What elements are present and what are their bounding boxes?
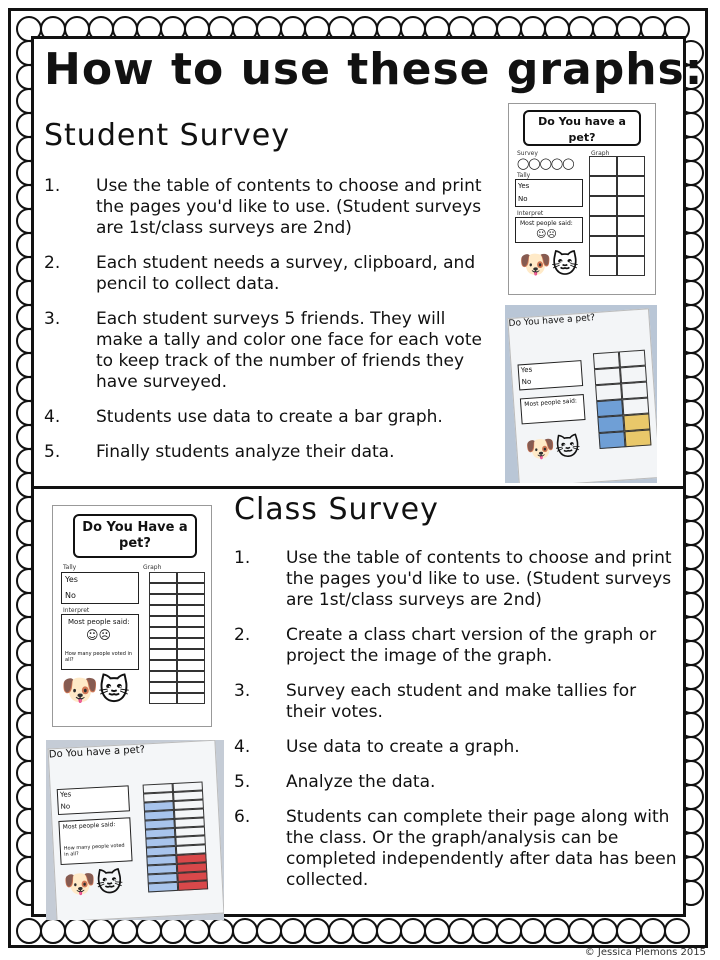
class-photo-how-many: How many people voted in all? bbox=[63, 842, 125, 858]
graph-cell bbox=[617, 176, 645, 196]
no-label: No bbox=[518, 195, 528, 203]
graph-cell bbox=[589, 156, 617, 176]
graph-cell bbox=[149, 682, 177, 693]
graph-cell bbox=[589, 256, 617, 276]
step-item bbox=[44, 253, 494, 295]
graph-cell bbox=[149, 605, 177, 616]
graph-cell bbox=[149, 627, 177, 638]
yes-label: Yes bbox=[518, 182, 530, 190]
graph-cell bbox=[177, 638, 205, 649]
graph-cell bbox=[177, 649, 205, 660]
step-number: 4. bbox=[234, 737, 251, 757]
graph-cell bbox=[617, 236, 645, 256]
photo-no-label: No bbox=[521, 377, 532, 387]
class-worksheet-photo bbox=[46, 740, 224, 920]
step-number: 5. bbox=[44, 442, 61, 462]
step-item bbox=[44, 309, 494, 393]
faces-icon: ☺☹ bbox=[536, 229, 557, 240]
graph-cell bbox=[617, 216, 645, 236]
graph-cell bbox=[177, 682, 205, 693]
student-worksheet-photo bbox=[505, 305, 657, 483]
step-text: Use the table of contents to choose and print the pages you'd like to use. (Student surveys are 1st/class surveys are 2nd) bbox=[96, 176, 482, 238]
graph-cell bbox=[177, 627, 205, 638]
step-text: Use data to create a graph. bbox=[286, 737, 520, 757]
step-number: 2. bbox=[44, 253, 61, 273]
step-number: 2. bbox=[234, 625, 251, 645]
step-number: 6. bbox=[234, 807, 251, 827]
photo-most-people-said: Most people said: bbox=[524, 397, 578, 409]
graph-cell bbox=[619, 350, 646, 368]
graph-cell bbox=[596, 399, 623, 417]
graph-cell bbox=[149, 572, 177, 583]
graph-cell bbox=[593, 351, 620, 369]
step-number: 3. bbox=[44, 309, 61, 329]
graph-cell bbox=[622, 398, 649, 416]
step-item bbox=[234, 625, 679, 667]
step-text: Students can complete their page along with the class. Or the graph/analysis can be completed independently after data has been collected. bbox=[286, 807, 677, 890]
graph-cell bbox=[598, 431, 625, 449]
graph-cell bbox=[148, 882, 178, 893]
step-text: Use the table of contents to choose and print the pages you'd like to use. (Student surveys are 1st/class surveys are 2nd) bbox=[286, 548, 672, 610]
graph-cell bbox=[589, 216, 617, 236]
step-item bbox=[44, 407, 494, 428]
graph-cell bbox=[620, 366, 647, 384]
student-worksheet-thumbnail bbox=[508, 103, 656, 295]
section-divider bbox=[31, 486, 686, 489]
class-most-people-said: Most people said: bbox=[68, 618, 130, 626]
step-item bbox=[234, 681, 679, 723]
graph-cell bbox=[149, 693, 177, 704]
graph-cell bbox=[595, 383, 622, 401]
worksheet-title: Do You have a pet? bbox=[523, 110, 641, 146]
step-text: Each student surveys 5 friends. They will make a tally and color one face for each vote to keep track of the number of friends they have surveyed. bbox=[96, 309, 482, 392]
photo-worksheet-title: Do You have a pet? bbox=[508, 313, 596, 330]
class-faces-icon: ☺☹ bbox=[86, 628, 112, 642]
graph-cell bbox=[177, 616, 205, 627]
step-item bbox=[44, 442, 494, 463]
graph-cell bbox=[177, 572, 205, 583]
pets-illustration-icon: 🐶🐱 bbox=[519, 250, 579, 280]
step-item bbox=[234, 737, 679, 758]
step-item bbox=[44, 176, 494, 239]
step-text: Each student needs a survey, clipboard, and pencil to collect data. bbox=[96, 253, 476, 294]
graph-cell bbox=[177, 583, 205, 594]
step-text: Create a class chart version of the graph or project the image of the graph. bbox=[286, 625, 657, 666]
graph-label: Graph bbox=[591, 150, 610, 157]
class-photo-title: Do You have a pet? bbox=[48, 744, 146, 761]
graph-cell bbox=[149, 594, 177, 605]
photo-interpret-box bbox=[520, 394, 586, 424]
graph-cell bbox=[623, 413, 650, 431]
step-number: 1. bbox=[44, 176, 61, 196]
graph-cell bbox=[177, 693, 205, 704]
class-interpret-box bbox=[61, 614, 139, 670]
graph-cell bbox=[149, 638, 177, 649]
class-survey-steps bbox=[234, 548, 679, 905]
tally-box bbox=[515, 179, 583, 207]
interpret-box bbox=[515, 217, 583, 243]
graph-cell bbox=[589, 176, 617, 196]
class-tally-box bbox=[61, 572, 139, 604]
survey-label: Survey bbox=[517, 150, 538, 157]
graph-cell bbox=[617, 256, 645, 276]
step-item bbox=[234, 807, 679, 891]
class-photo-interpret-box bbox=[58, 817, 132, 865]
graph-cell bbox=[177, 671, 205, 682]
class-worksheet-thumbnail bbox=[52, 505, 212, 727]
class-photo-most-people-said: Most people said: bbox=[62, 821, 116, 831]
graph-cell bbox=[624, 429, 651, 447]
class-yes-label: Yes bbox=[65, 575, 78, 584]
graph-cell bbox=[149, 671, 177, 682]
step-number: 5. bbox=[234, 772, 251, 792]
class-interpret-label: Interpret bbox=[63, 607, 90, 614]
student-survey-steps bbox=[44, 176, 494, 477]
graph-cell bbox=[149, 649, 177, 660]
class-no-label: No bbox=[65, 591, 76, 600]
step-number: 1. bbox=[234, 548, 251, 568]
class-tally-label: Tally bbox=[63, 564, 77, 571]
graph-cell bbox=[597, 415, 624, 433]
interpret-label: Interpret bbox=[517, 210, 544, 217]
survey-faces: ◯◯◯◯◯ bbox=[517, 157, 574, 170]
class-photo-tally-box bbox=[57, 785, 130, 815]
step-item bbox=[234, 548, 679, 611]
class-how-many: How many people voted in all? bbox=[65, 651, 133, 663]
graph-cell bbox=[177, 605, 205, 616]
graph-cell bbox=[149, 616, 177, 627]
student-survey-title: Student Survey bbox=[44, 118, 290, 153]
photo-yes-label: Yes bbox=[520, 365, 533, 375]
graph-cell bbox=[177, 660, 205, 671]
step-number: 3. bbox=[234, 681, 251, 701]
class-pets-icon: 🐶🐱 bbox=[61, 673, 130, 708]
graph-cell bbox=[149, 583, 177, 594]
copyright: © Jessica Plemons 2015 bbox=[584, 947, 706, 958]
step-text: Survey each student and make tallies for their votes. bbox=[286, 681, 637, 722]
page-title: How to use these graphs: bbox=[44, 44, 704, 95]
class-worksheet-title: Do You Have a pet? bbox=[73, 514, 197, 558]
graph-cell bbox=[178, 880, 208, 891]
class-survey-title: Class Survey bbox=[234, 492, 439, 527]
graph-cell bbox=[617, 196, 645, 216]
step-text: Analyze the data. bbox=[286, 772, 436, 792]
photo-tally-box bbox=[518, 360, 584, 390]
graph-cell bbox=[589, 196, 617, 216]
tally-label: Tally bbox=[517, 172, 531, 179]
class-photo-no: No bbox=[60, 802, 71, 811]
class-graph-label: Graph bbox=[143, 564, 162, 571]
step-text: Finally students analyze their data. bbox=[96, 442, 395, 462]
step-item bbox=[234, 772, 679, 793]
photo-pets-icon: 🐶🐱 bbox=[524, 432, 582, 465]
class-photo-yes: Yes bbox=[59, 790, 72, 799]
graph-cell bbox=[594, 367, 621, 385]
graph-cell bbox=[589, 236, 617, 256]
graph-cell bbox=[617, 156, 645, 176]
graph-cell bbox=[621, 382, 648, 400]
class-photo-pets-icon: 🐶🐱 bbox=[62, 867, 124, 901]
most-people-said: Most people said: bbox=[520, 220, 573, 227]
step-text: Students use data to create a bar graph. bbox=[96, 407, 443, 427]
graph-cell bbox=[149, 660, 177, 671]
graph-cell bbox=[177, 594, 205, 605]
step-number: 4. bbox=[44, 407, 61, 427]
